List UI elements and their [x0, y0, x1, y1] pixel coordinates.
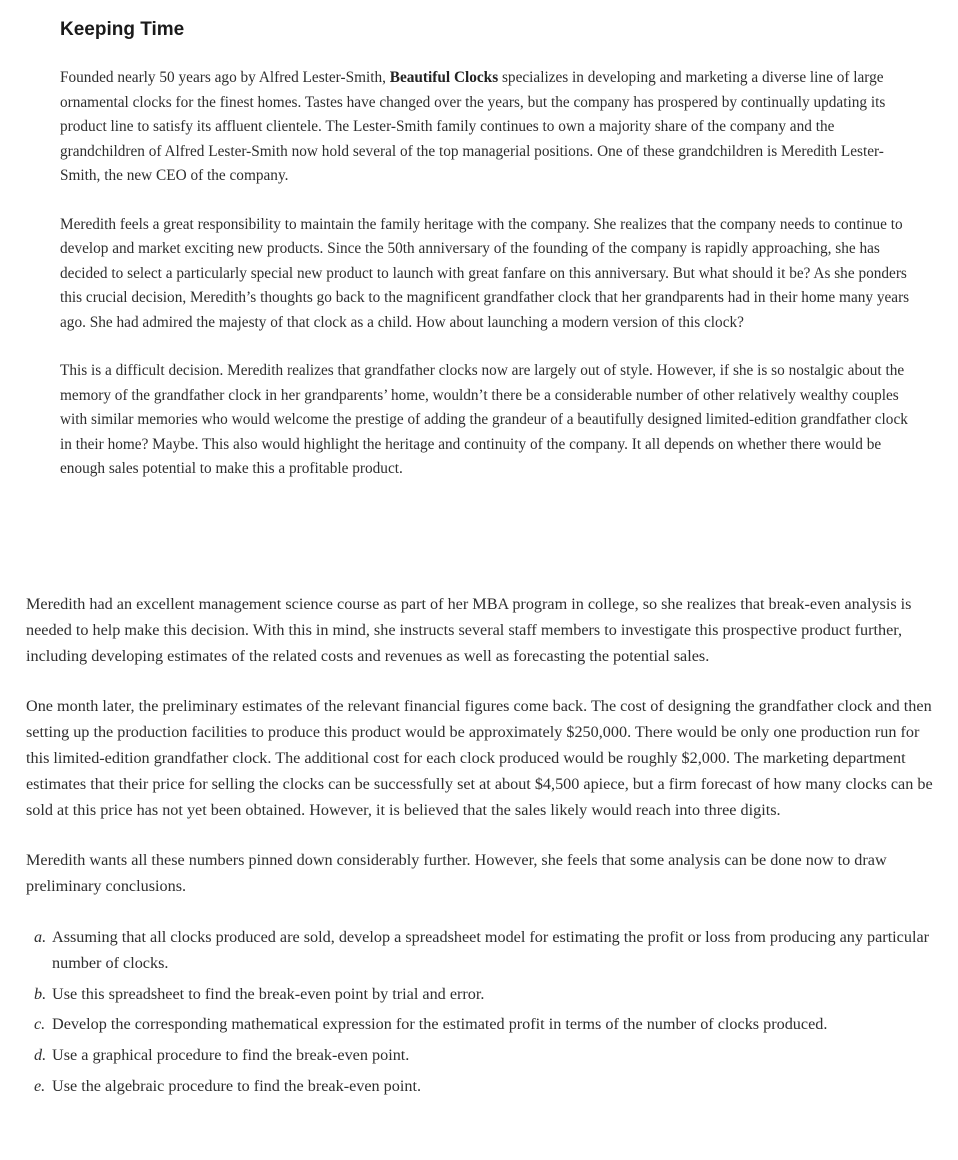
question-text: Develop the corresponding mathematical expression for the estimated profit in terms of the number of clocks produced.: [52, 1015, 828, 1034]
question-letter: c.: [34, 1015, 46, 1034]
case-paragraph-3: This is a difficult decision. Meredith realizes that grandfather clocks now are largely out of style. However, if she is so nostalgic about the memory of the grandfather clock in her grandparents’ home, wouldn’t there be a considerable number of other relatively wealthy couples with similar memories who would welcome the prestige of adding the grandeur of a beautifully designed limited-edition grandfather clock in their home? Maybe. This also would highlight the heritage and continuity of the company. It all depends on whether there would be enough sales potential to make this a profitable product.: [60, 362, 908, 477]
question-text: Use the algebraic procedure to find the break-even point.: [52, 1076, 422, 1095]
question-letter: b.: [34, 984, 47, 1003]
page-title: Keeping Time: [60, 19, 185, 40]
question-letter: e.: [34, 1076, 46, 1095]
case-description: [60, 66, 920, 506]
case-paragraph-1-intro: Founded nearly 50 years ago by Alfred Lester-Smith,: [60, 69, 390, 86]
body-paragraph-1: Meredith had an excellent management science course as part of her MBA program in college, so she realizes that break-even analysis is needed to help make this decision. With this in mind, she instructs several staff members to investigate this prospective product further, including developing estimates of the related costs and revenues as well as forecasting the potential sales.: [26, 595, 912, 665]
question-item: [26, 925, 934, 977]
case-paragraph-1: [60, 66, 920, 189]
question-text: Use this spreadsheet to find the break-even point by trial and error.: [52, 984, 485, 1003]
question-text: Use a graphical procedure to find the break-even point.: [52, 1046, 410, 1065]
problem-body: [26, 592, 934, 1105]
question-letter: d.: [34, 1046, 47, 1065]
case-paragraph-2: Meredith feels a great responsibility to maintain the family heritage with the company. She realizes that the company needs to continue to develop and market exciting new products. Since the 50th anniversary of the founding of the company is rapidly approaching, she has decided to select a particularly special new product to launch with great fanfare on this anniversary. But what should it be? As she ponders this crucial decision, Meredith’s thoughts go back to the magnificent grandfather clock that her grandparents had in their home many years ago. She had admired the majesty of that clock as a child. How about launching a modern version of this clock?: [60, 215, 910, 331]
question-text: Assuming that all clocks produced are sold, develop a spreadsheet model for estimating the profit or loss from producing any particular number of clocks.: [52, 927, 930, 972]
question-list: [26, 925, 934, 1100]
question-letter: a.: [34, 927, 47, 946]
case-paragraph-1-rest: specializes in developing and marketing a diverse line of large ornamental clocks for the finest homes. Tastes have changed over the years, but the company has prospered by continually updating its product line to satisfy its affluent clientele. The Lester-Smith family continues to own a majority share of the company and the grandchildren of Alfred Lester-Smith now hold several of the top managerial positions. One of these grandchildren is Meredith Lester-Smith, the new CEO of the company.: [60, 69, 886, 184]
question-item: [26, 1043, 934, 1069]
question-item: [26, 1074, 934, 1100]
question-item: [26, 1012, 934, 1038]
body-paragraph-2: One month later, the preliminary estimates of the relevant financial figures come back. The cost of designing the grandfather clock and then setting up the production facilities to produce this product would be approximately $250,000. There would be only one production run for this limited-edition grandfather clock. The additional cost for each clock produced would be roughly $2,000. The marketing department estimates that their price for selling the clocks can be successfully set at about $4,500 apiece, but a firm forecast of how many clocks can be sold at this price has not yet been obtained. However, it is believed that the sales likely would reach into three digits.: [26, 697, 933, 819]
body-paragraph-3: Meredith wants all these numbers pinned down considerably further. However, she feels that some analysis can be done now to draw preliminary conclusions.: [26, 851, 887, 896]
question-item: [26, 982, 934, 1008]
company-name: Beautiful Clocks: [389, 69, 499, 86]
